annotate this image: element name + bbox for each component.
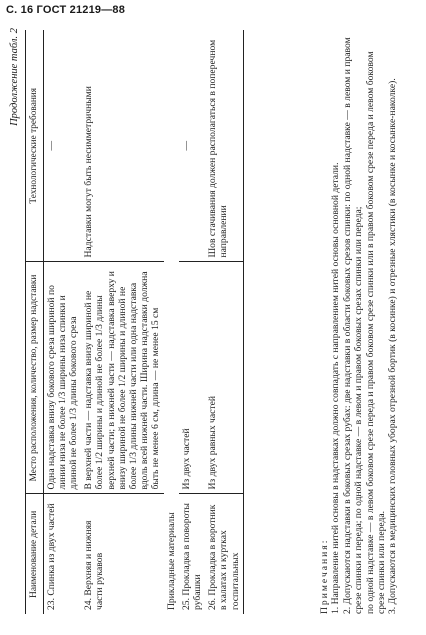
section-row (164, 30, 179, 614)
note-item: 3. Допускаются в медицинских головных уборах отрезной бортик (в косинке) и отрезные хлястики (в косынке и косынке-наколке). (387, 78, 399, 614)
note-item: 1. Направление нитей основы в надставках должно совпадать с направлением нитей основы основной детали. (330, 162, 342, 614)
cell-req: — (43, 30, 81, 262)
cell-name: 26. Прокладка в воротник в халатах и куртках госпитальных (207, 504, 241, 610)
table-header-row (26, 30, 44, 614)
note-item: по одной надставке — в левом боковом срезе переда и правом боковом срезе спинки или в правом боковом срезе переда и левом боковом срезе спинки или переда. (364, 51, 388, 614)
notes-block (319, 30, 399, 614)
cell-req: Шов стачивания должен располагаться в поперечном направлении (205, 30, 243, 262)
note-item: 2. Допускаются надставки в боковых срезах рубах: две надставки в области боковых срезов спинки: по одной надставке — в левом и правом срезе спинки и переда; по одной надставке — в левом и правом боковых срезах спинки или переда; (341, 37, 365, 614)
continuation-label: Продолжение табл. 2 (9, 28, 20, 126)
cell-name: 25. Прокладка в повороты рубашки (180, 503, 203, 610)
cell-place: Одна надставка внизу бокового среза шириной по линии низа не более 1/3 ширины низа спинки и длиной не более 1/3 длины бокового среза (43, 262, 81, 494)
cell-req: Надставки могут быть несимметричными (81, 30, 163, 262)
page-header: С. 16 ГОСТ 21219—88 (6, 4, 126, 16)
cell-req: — (179, 30, 205, 262)
spec-table (25, 30, 244, 614)
table-row (205, 30, 243, 614)
cell-name: 24. Верхняя и нижняя части рукавов (83, 520, 106, 610)
cell-name: 23. Спинка из двух частей (45, 503, 57, 610)
col-header-place: Место расположения, количество, размер надставки (26, 262, 44, 494)
notes-title: Примечания: (319, 538, 330, 614)
table-row (43, 30, 81, 614)
section-label: Прикладные материалы (165, 512, 177, 610)
cell-place: Из двух частей (179, 262, 205, 494)
col-header-req: Технологические требования (26, 30, 44, 262)
rotated-table-block (7, 22, 419, 622)
cell-place: В верхней части — надставка внизу шириной не более 1/2 ширины и длиной не более 1/3 длины верхней части; в нижней части — надставка вверху и внизу шириной не более 1/2 ширины и длиной не более 1/3 длины нижней части или одна надставка вдоль всей нижней части. Ширина надставки должна быть не менее 6 см, длина — не менее 15 см (81, 262, 163, 494)
col-header-name: Наименование детали (26, 494, 44, 614)
table-row (179, 30, 205, 614)
table-row (81, 30, 163, 614)
cell-place: Из двух равных частей (205, 262, 243, 494)
